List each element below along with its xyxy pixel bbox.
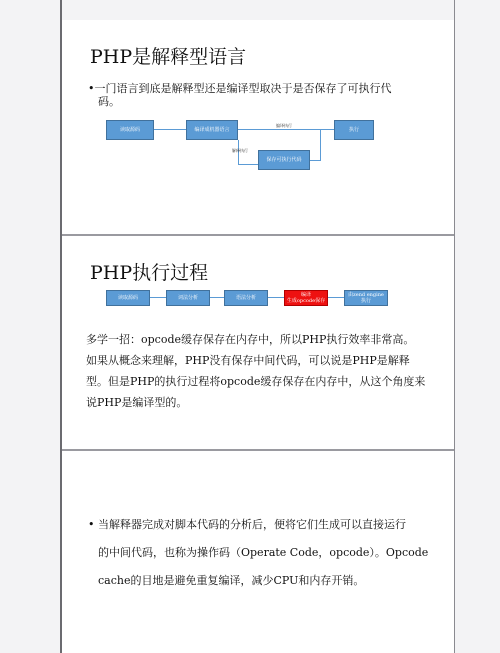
pipeline-step-syntax: 语法分析 [224,290,268,306]
bullet-line-1: •一门语言到底是解释型还是编译型取决于是否保存了可执行代 [88,82,392,95]
label-interpret-exec: 解释执行 [232,148,248,153]
slide-2 [62,236,454,449]
explanation-line-1: 多学一招：opcode缓存保存在内存中，所以PHP执行效率非常高。 [86,333,415,346]
opcode-line-2: 的中间代码，也称为操作码（Operate Code，opcode）。Opcode [98,546,429,559]
explanation-line-2: 如果从概念来理解，PHP没有保存中间代码，可以说是PHP是解释 [86,354,410,367]
explanation-line-4: 说PHP是编译型的。 [86,396,188,409]
pipeline-step-read: 读取源码 [106,290,150,306]
explanation-line-3: 型。但是PHP的执行过程将opcode缓存保存在内存中，从这个角度来 [86,375,426,388]
arrow-read-to-compile [154,129,186,130]
slide-3-bullet [88,511,450,595]
pipeline-arrow-3 [268,297,284,298]
pipeline-step-zend-execute: 由zend engine 执行 [344,290,388,306]
slide-1-bullet [88,82,448,108]
label-compile-exec: 编译执行 [276,123,292,128]
bullet-line-2: 码。 [98,95,120,108]
box-read-source: 读取源码 [106,120,154,140]
slide-1-title: PHP是解释型语言 [90,46,247,68]
pipeline-arrow-1 [150,297,166,298]
connector-save-up [320,130,321,161]
slide-2-explanation [86,329,452,413]
opcode-line-1: • 当解释器完成对脚本代码的分析后，便将它们生成可以直接运行 [88,518,406,531]
pipeline-step-lexical: 词法分析 [166,290,210,306]
slide-2-title: PHP执行过程 [90,262,209,284]
right-margin [454,0,500,653]
opcode-line-3: cache的目地是避免重复编译，减少CPU和内存开销。 [98,574,365,587]
slide-3 [62,451,454,653]
connector-to-save [238,164,258,165]
box-compile: 编译成机器语言 [186,120,238,140]
slide-1 [62,20,454,234]
box-execute: 执行 [334,120,374,140]
pipeline-arrow-4 [328,297,344,298]
connector-save-right [310,160,320,161]
pipeline-arrow-2 [210,297,224,298]
left-margin [0,0,62,653]
box-save-code: 保存可执行代码 [258,150,310,170]
pipeline-step-compile-opcode: 编译 生成opcode保存 [284,290,328,306]
